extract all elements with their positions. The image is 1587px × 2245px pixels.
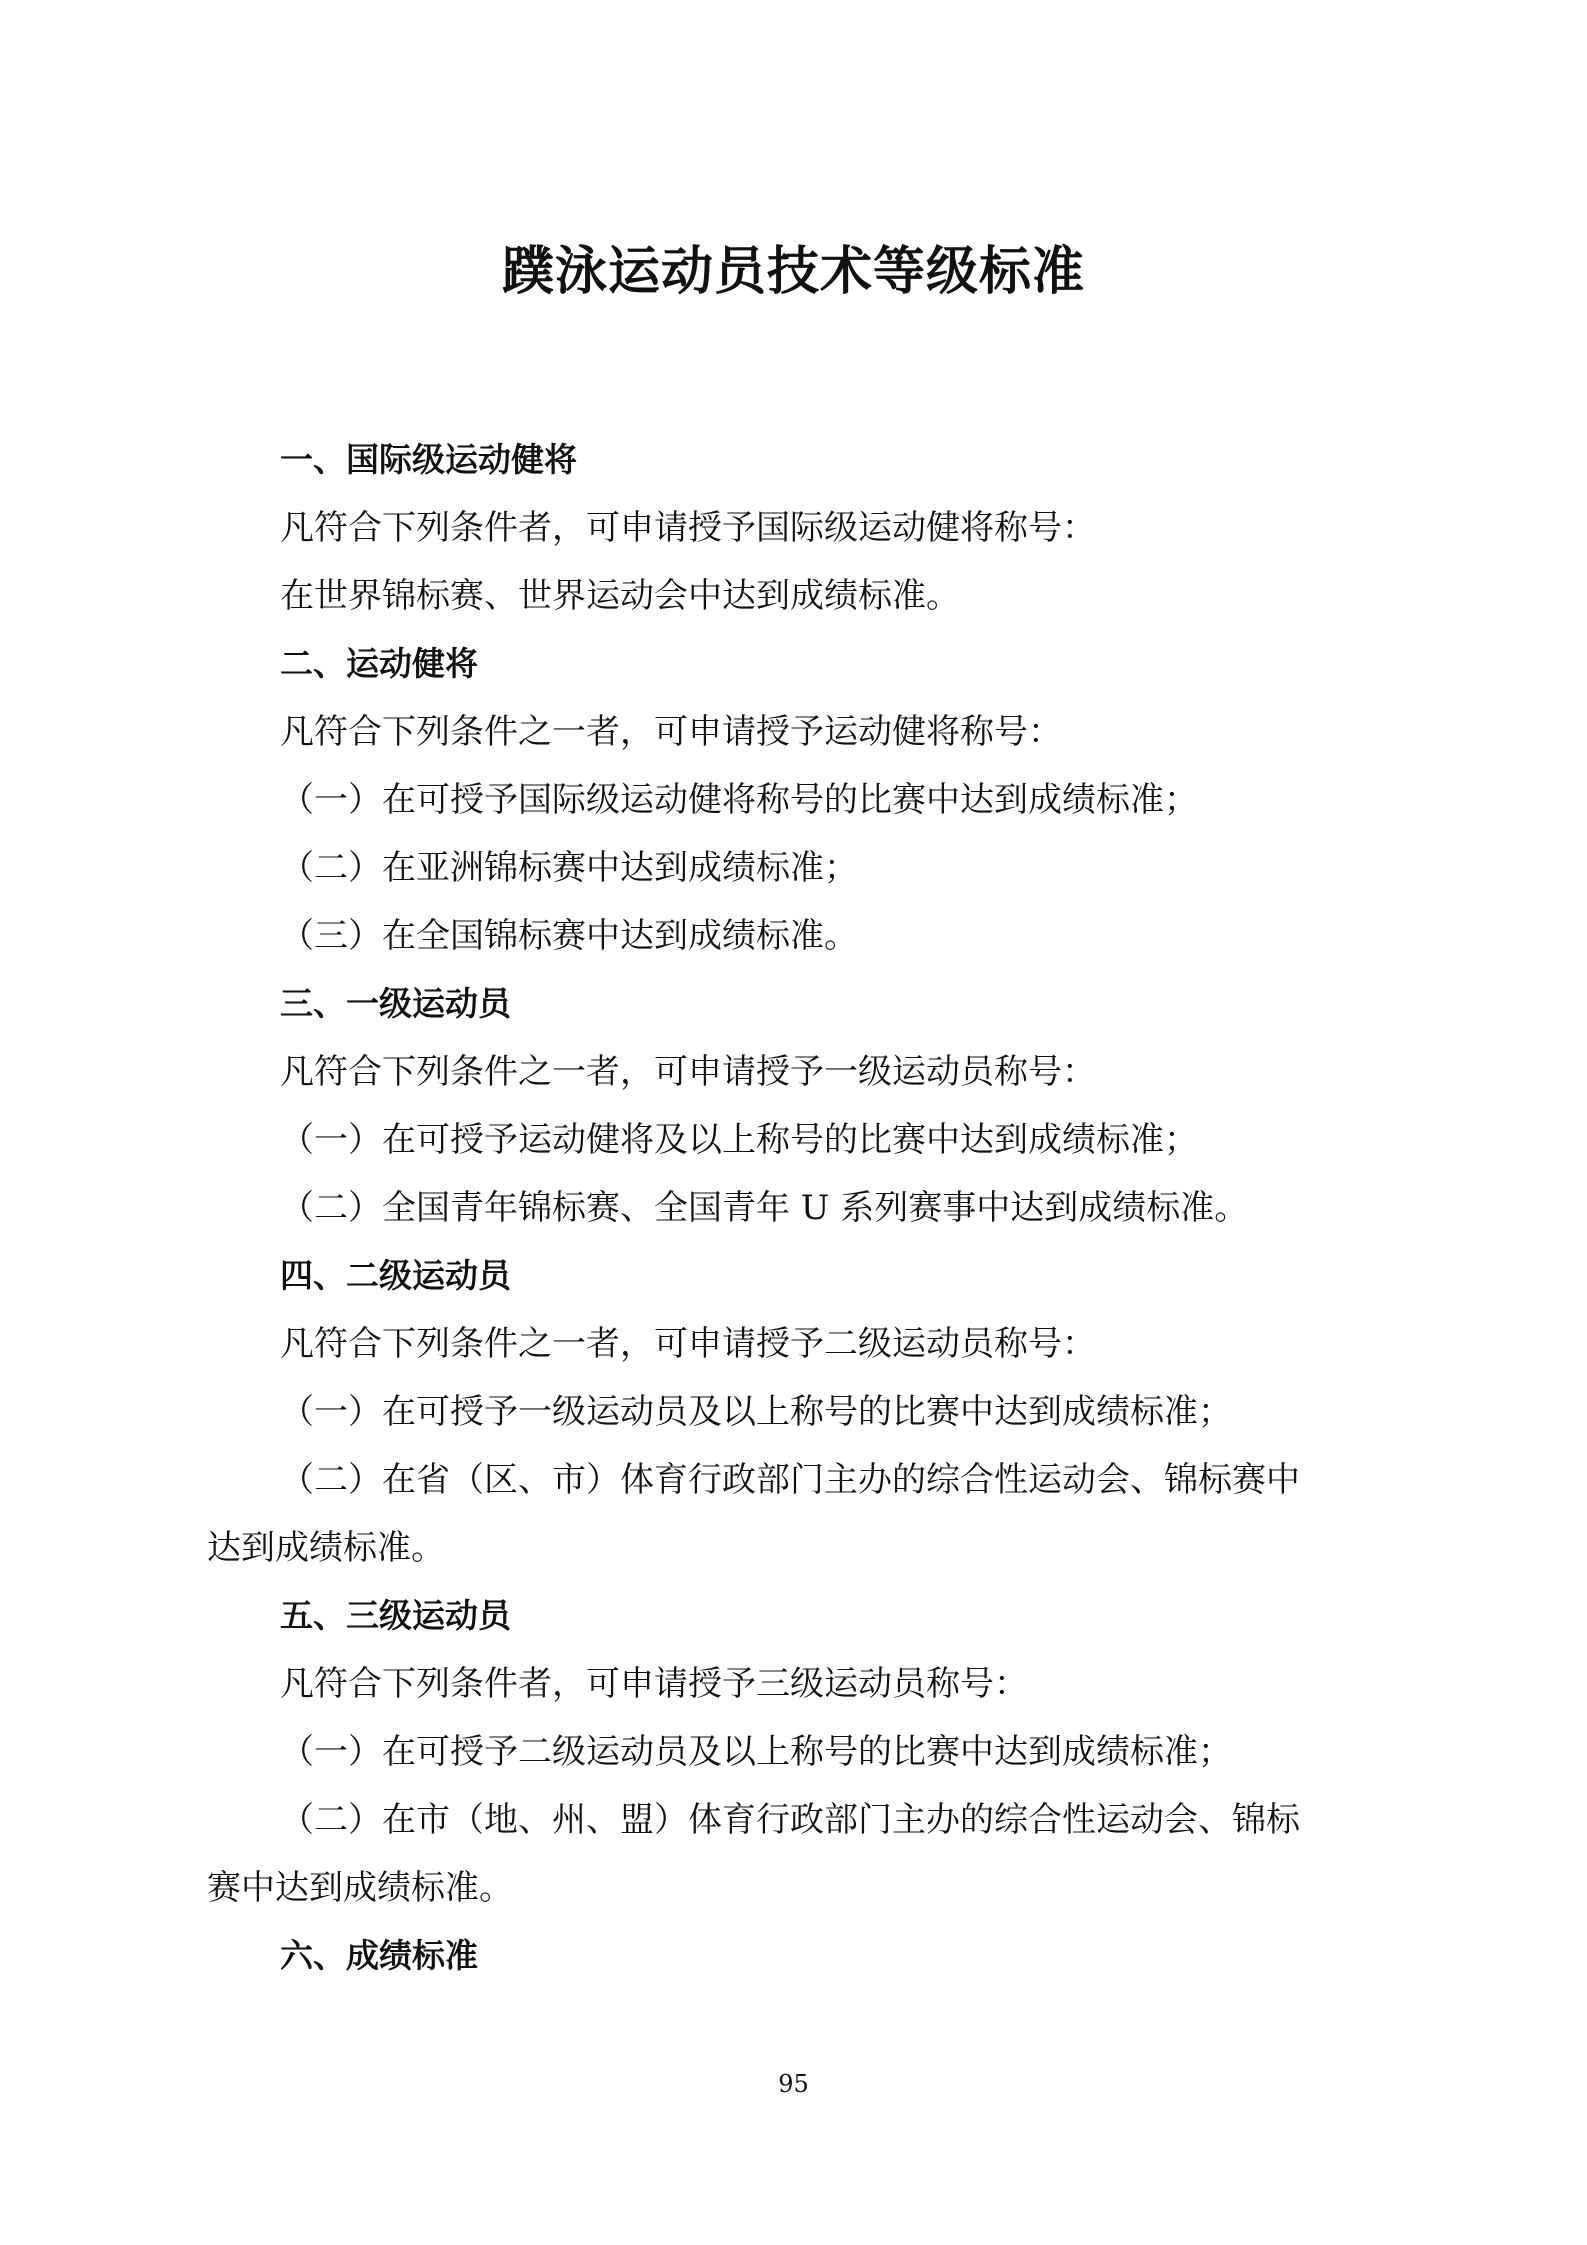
paragraph: 凡符合下列条件者，可申请授予国际级运动健将称号： (280, 508, 1096, 548)
list-item: （二）在亚洲锦标赛中达到成绩标准； (280, 848, 858, 888)
document-body (207, 426, 1397, 1990)
section-heading: 六、成绩标准 (280, 1936, 478, 1975)
document-title: 蹼泳运动员技术等级标准 (501, 241, 1085, 302)
paragraph: 凡符合下列条件之一者，可申请授予一级运动员称号： (280, 1052, 1096, 1092)
section-heading: 二、运动健将 (280, 644, 478, 683)
list-item: （一）在可授予运动健将及以上称号的比赛中达到成绩标准； (280, 1120, 1198, 1160)
paragraph: 凡符合下列条件之一者，可申请授予运动健将称号： (280, 712, 1062, 752)
paragraph: 凡符合下列条件者，可申请授予三级运动员称号： (280, 1664, 1028, 1704)
section-heading: 五、三级运动员 (280, 1596, 511, 1635)
list-item-continuation: 达到成绩标准。 (207, 1528, 445, 1568)
list-item: （一）在可授予一级运动员及以上称号的比赛中达到成绩标准； (280, 1392, 1232, 1432)
list-item: （一）在可授予国际级运动健将称号的比赛中达到成绩标准； (280, 780, 1198, 820)
list-item: （二）在市（地、州、盟）体育行政部门主办的综合性运动会、锦标 (280, 1800, 1300, 1840)
paragraph: 在世界锦标赛、世界运动会中达到成绩标准。 (280, 576, 960, 616)
paragraph: 凡符合下列条件之一者，可申请授予二级运动员称号： (280, 1324, 1096, 1364)
list-item: （三）在全国锦标赛中达到成绩标准。 (280, 916, 858, 956)
list-item-continuation: 赛中达到成绩标准。 (207, 1868, 513, 1908)
section-heading: 一、国际级运动健将 (280, 440, 577, 479)
page-number: 95 (778, 2070, 809, 2098)
list-item: （一）在可授予二级运动员及以上称号的比赛中达到成绩标准； (280, 1732, 1232, 1772)
section-heading: 三、一级运动员 (280, 984, 511, 1023)
list-item: （二）在省（区、市）体育行政部门主办的综合性运动会、锦标赛中 (280, 1460, 1300, 1500)
list-item: （二）全国青年锦标赛、全国青年 U 系列赛事中达到成绩标准。 (280, 1188, 1249, 1228)
section-heading: 四、二级运动员 (280, 1256, 511, 1295)
